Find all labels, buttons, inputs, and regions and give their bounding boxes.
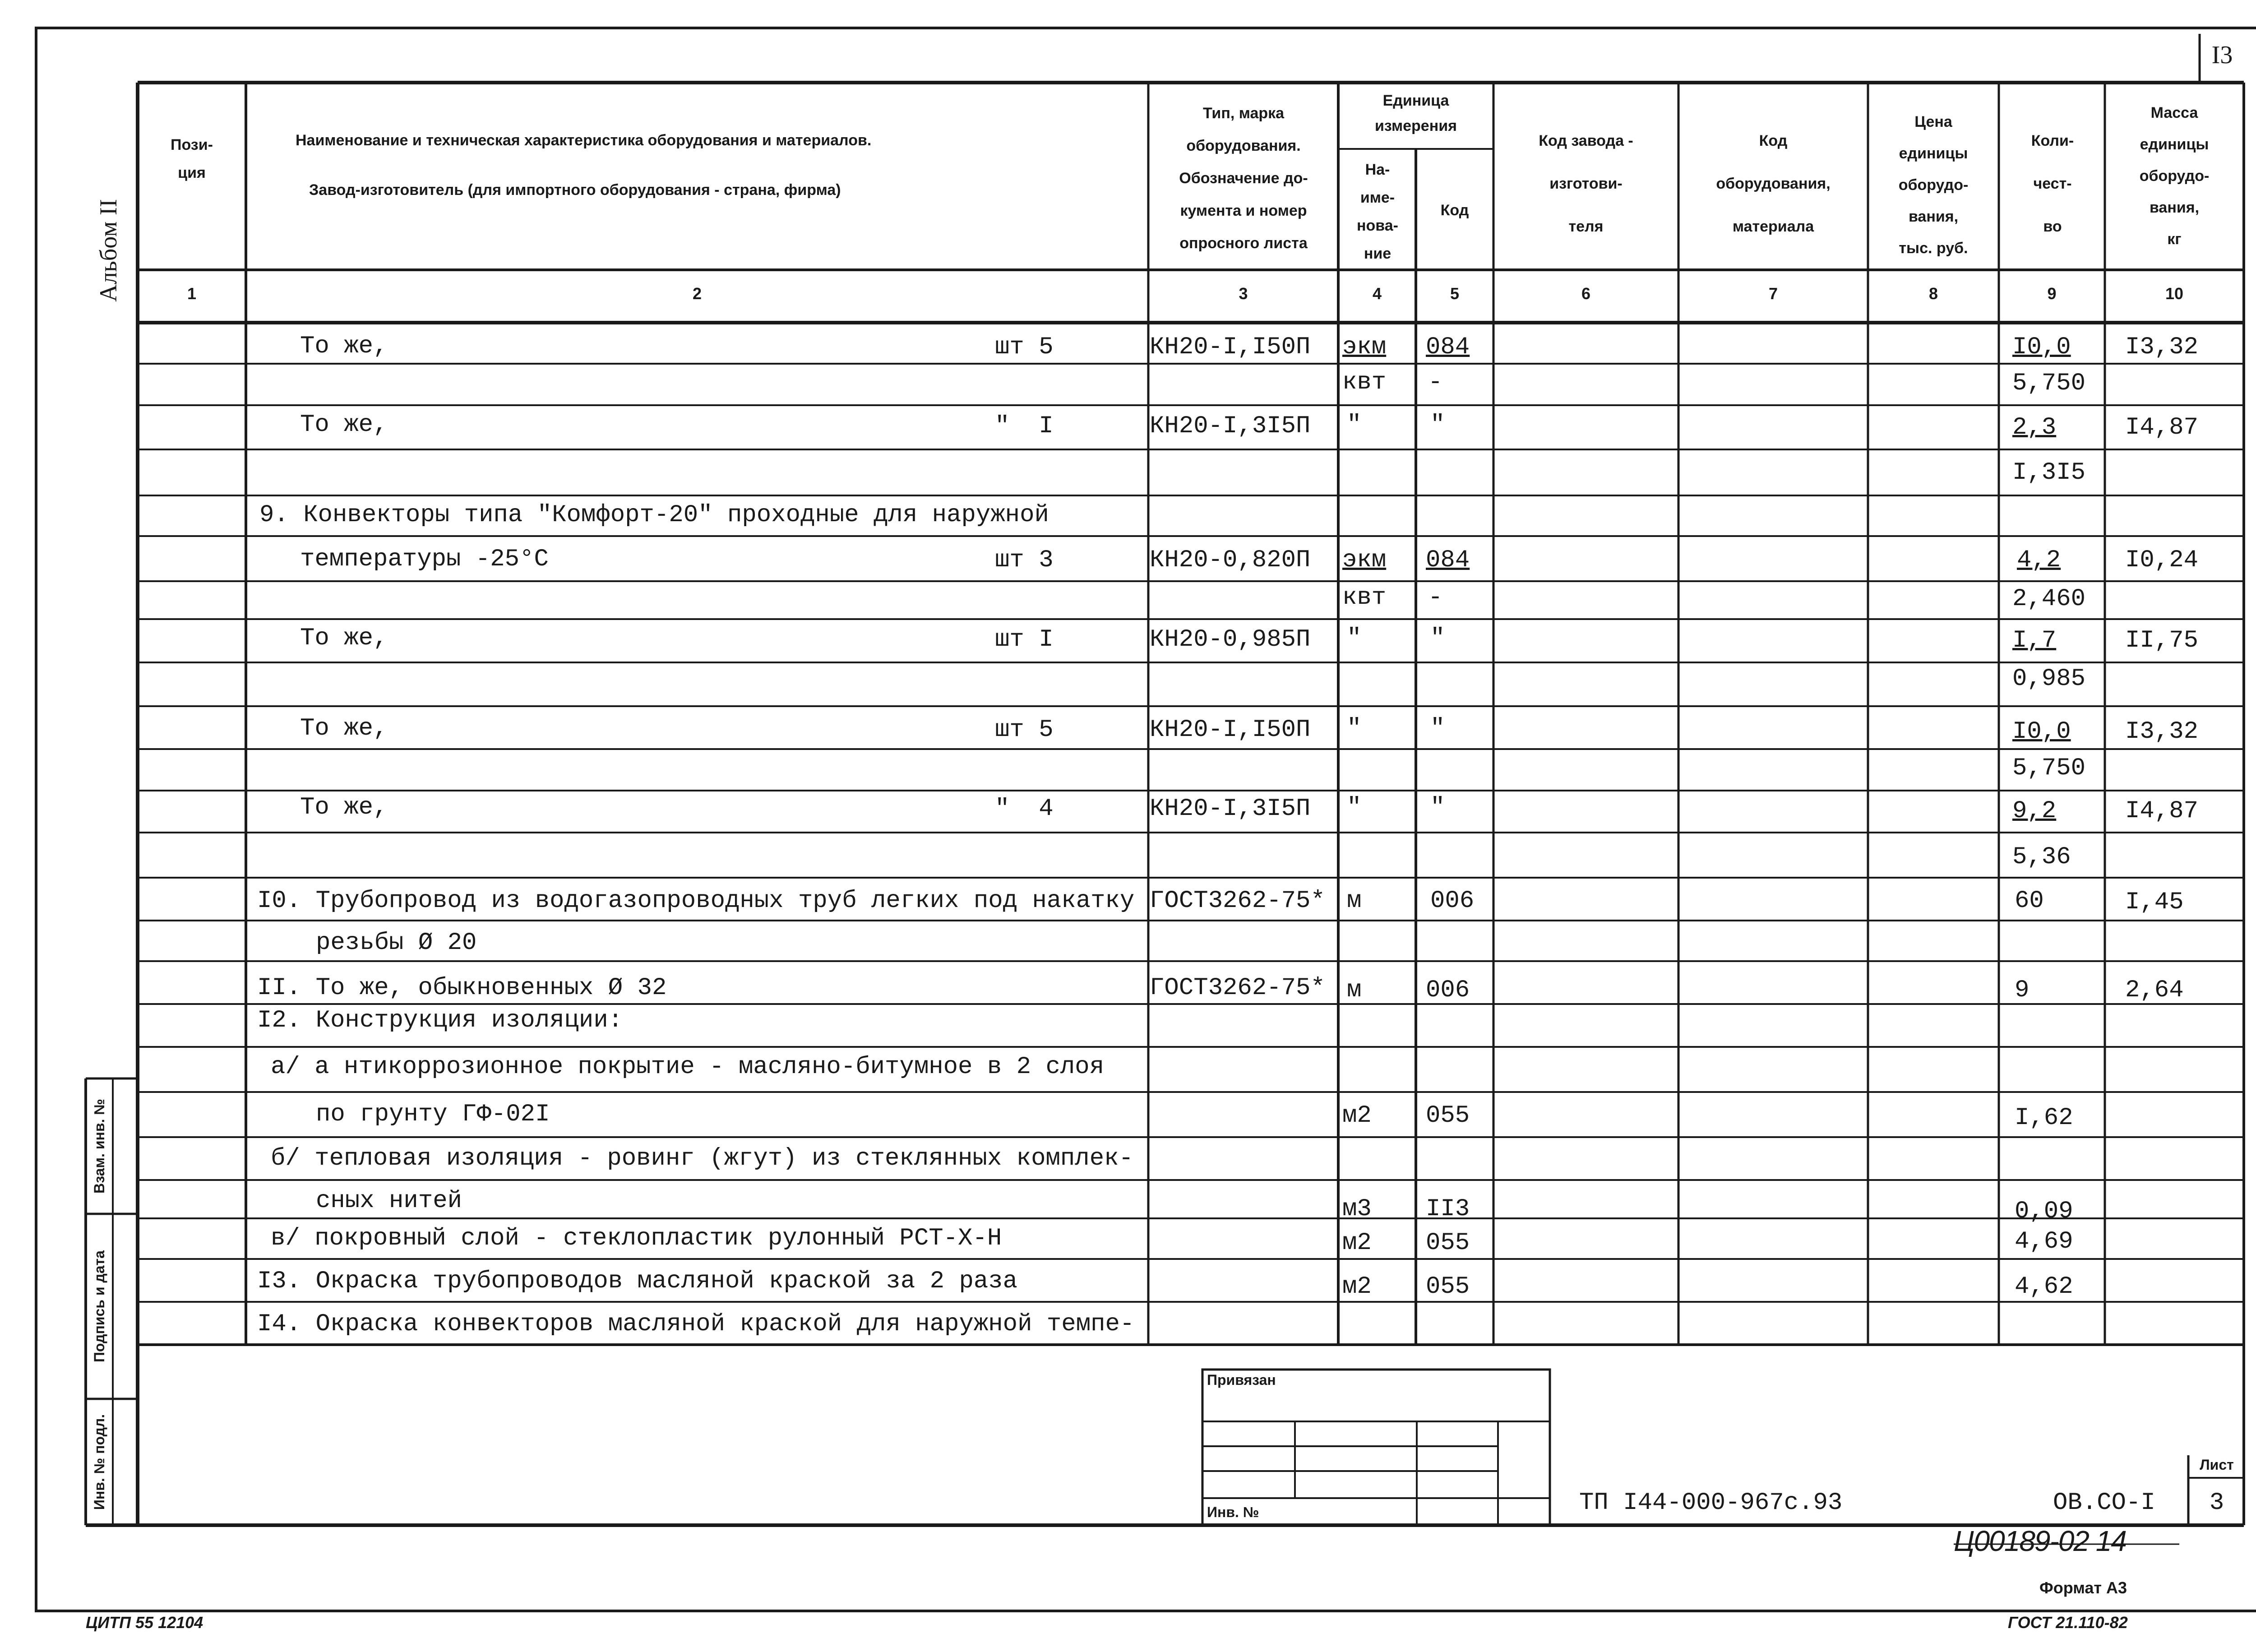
row-15-code: 006 <box>1426 976 1470 1004</box>
row-5-name: температуры -25°С <box>300 546 549 573</box>
row-15-type: ГОСТ3262-75* <box>1150 974 1325 1002</box>
row-5-mass: I0,24 <box>2125 546 2199 574</box>
row-0-quantity: I0,0 <box>2012 333 2071 361</box>
row-7-quantity: I,7 <box>2012 627 2057 654</box>
row-19-name: б/ тепловая изоляция - ровинг (жгут) из стеклянных комплек- <box>271 1145 1133 1172</box>
header-quantity: Коли- чест- во <box>2031 132 2074 235</box>
row-7-code: " <box>1430 625 1445 652</box>
row-0-unit: экм <box>1342 333 1387 361</box>
stamp-inv-no: Инв. № <box>1207 1504 1259 1520</box>
row-13-code: 006 <box>1430 887 1475 915</box>
row-11-mass: I4,87 <box>2125 797 2199 825</box>
row-18-name: по грунту ГФ-02I <box>316 1101 550 1128</box>
row-7-name: То же, <box>300 625 388 652</box>
row-13-name: I0. Трубопровод из водогазопроводных труб легких под накатку <box>257 887 1135 915</box>
row-2-code: " <box>1430 411 1445 439</box>
row-4-name: 9. Конвекторы типа "Комфорт-20" проходные для наружной <box>259 501 1049 529</box>
doc-code: ТП I44-000-967с.93 <box>1579 1489 1843 1517</box>
colnum-1: 1 <box>187 284 197 303</box>
row-2-type: КН20-I,3I5П <box>1150 412 1311 440</box>
row-13-unit: м <box>1347 887 1362 915</box>
side-label-podpis: Подпись и дата <box>91 1250 107 1362</box>
header-mass: Масса единицы оборудо- вания, кг <box>2139 104 2210 248</box>
row-20-code: II3 <box>1426 1195 1470 1223</box>
row-0-name: То же, <box>300 333 388 360</box>
row-16-name: I2. Конструкция изоляции: <box>257 1007 623 1034</box>
row-22-quantity: 4,62 <box>2015 1273 2073 1300</box>
row-0-type: КН20-I,I50П <box>1150 333 1311 361</box>
colnum-7: 7 <box>1768 284 1778 303</box>
row-13-type: ГОСТ3262-75* <box>1150 887 1325 915</box>
row-1-code: - <box>1428 369 1443 396</box>
row-7-mass: II,75 <box>2125 627 2199 654</box>
side-label-inv-podl: Инв. № подл. <box>91 1414 107 1510</box>
row-22-unit: м2 <box>1342 1273 1372 1300</box>
row-6-code: - <box>1428 584 1443 611</box>
row-2-mass: I4,87 <box>2125 414 2199 441</box>
row-23-name: I4. Окраска конвекторов масляной краской для наружной темпе- <box>257 1310 1135 1338</box>
row-22-name: I3. Окраска трубопроводов масляной краской за 2 раза <box>257 1268 1018 1295</box>
row-9-code: " <box>1430 715 1445 742</box>
row-9-name: То же, <box>300 715 388 742</box>
row-5-unit: экм <box>1342 546 1387 574</box>
list-label: Лист <box>2200 1457 2234 1473</box>
row-21-name: в/ покровный слой - стеклопластик рулонный РСТ-Х-Н <box>271 1225 1002 1252</box>
row-11-code: " <box>1430 794 1445 821</box>
gost-label: ГОСТ 21.110-82 <box>2008 1613 2128 1632</box>
row-12-quantity: 5,36 <box>2012 843 2071 871</box>
row-3-quantity: I,3I5 <box>2012 459 2086 486</box>
row-7-unit: " <box>1347 625 1362 652</box>
colnum-9: 9 <box>2047 284 2057 303</box>
format-label: Формат А3 <box>2039 1578 2127 1597</box>
row-10-quantity: 5,750 <box>2012 754 2086 782</box>
colnum-2: 2 <box>692 284 702 303</box>
row-14-name: резьбы Ø 20 <box>316 929 477 957</box>
row-5-quantity: 4,2 <box>2017 546 2061 574</box>
row-13-quantity: 60 <box>2015 887 2044 915</box>
row-11-type: КН20-I,3I5П <box>1150 795 1311 823</box>
header-name-line2: Завод-изготовитель (для импортного оборудования - страна, фирма) <box>309 181 841 199</box>
colnum-8: 8 <box>1928 284 1938 303</box>
header-unit-price: Цена единицы оборудо- вания, тыс. руб. <box>1898 113 1969 257</box>
row-2-unit: " <box>1347 411 1362 439</box>
row-20-quantity: 0,09 <box>2015 1198 2073 1225</box>
row-5-type: КН20-0,820П <box>1150 546 1311 574</box>
row-9-quantity: I0,0 <box>2012 718 2071 745</box>
colnum-3: 3 <box>1239 284 1248 303</box>
header-position: Пози- ция <box>171 136 213 181</box>
header-type: Тип, марка оборудования. Обозначение до- кумента и номер опросного листа <box>1179 105 1308 252</box>
row-13-mass: I,45 <box>2125 888 2184 916</box>
row-18-quantity: I,62 <box>2015 1104 2073 1132</box>
row-8-quantity: 0,985 <box>2012 665 2086 693</box>
colnum-4: 4 <box>1372 284 1382 303</box>
row-11-name: То же, <box>300 794 388 821</box>
row-9-unit: " <box>1347 715 1362 742</box>
row-6-quantity: 2,460 <box>2012 585 2086 613</box>
row-7-qty: шт I <box>995 626 1054 653</box>
header-factory-code: Код завода - изготови- теля <box>1539 132 1633 235</box>
row-2-qty: " I <box>995 412 1054 440</box>
row-2-quantity: 2,3 <box>2012 414 2057 441</box>
row-21-quantity: 4,69 <box>2015 1228 2073 1255</box>
row-0-code: 084 <box>1426 333 1470 361</box>
sheet-number-top: I3 <box>2211 41 2233 69</box>
row-20-unit: м3 <box>1342 1195 1372 1223</box>
row-15-mass: 2,64 <box>2125 976 2184 1004</box>
row-11-unit: " <box>1347 794 1362 821</box>
row-21-code: 055 <box>1426 1229 1470 1257</box>
row-18-unit: м2 <box>1342 1102 1372 1129</box>
header-unit-code: Код <box>1440 202 1469 219</box>
header-equipment-code: Код оборудования, материала <box>1716 132 1831 235</box>
row-7-type: КН20-0,985П <box>1150 626 1311 653</box>
row-17-name: а/ а нтикоррозионное покрытие - масляно-битумное в 2 слоя <box>271 1053 1105 1081</box>
sheet-code: ОВ.СО-I <box>2053 1489 2155 1517</box>
row-9-qty: шт 5 <box>995 716 1054 744</box>
side-label-vzam: Взам. инв. № <box>91 1099 107 1194</box>
row-15-unit: м <box>1347 976 1362 1004</box>
row-5-code: 084 <box>1426 546 1470 574</box>
publisher-label: ЦИТП 55 12104 <box>86 1613 203 1632</box>
row-1-quantity: 5,750 <box>2012 370 2086 397</box>
stamp-privyazan: Привязан <box>1207 1372 1276 1388</box>
colnum-10: 10 <box>2165 284 2184 303</box>
row-6-unit: квт <box>1342 584 1387 611</box>
list-number: 3 <box>2209 1489 2224 1517</box>
row-18-code: 055 <box>1426 1102 1470 1129</box>
row-20-name: сных нитей <box>316 1187 462 1215</box>
header-unit-name: На- име- нова- ние <box>1357 161 1398 262</box>
row-9-mass: I3,32 <box>2125 718 2199 745</box>
row-5-qty: шт 3 <box>995 546 1054 574</box>
colnum-6: 6 <box>1581 284 1591 303</box>
album-label: Альбом II <box>95 199 122 302</box>
row-9-type: КН20-I,I50П <box>1150 716 1311 744</box>
row-22-code: 055 <box>1426 1273 1470 1300</box>
row-11-qty: " 4 <box>995 795 1054 823</box>
row-0-qty: шт 5 <box>995 333 1054 361</box>
row-15-quantity: 9 <box>2015 976 2029 1004</box>
row-11-quantity: 9,2 <box>2012 797 2057 825</box>
row-21-unit: м2 <box>1342 1229 1372 1257</box>
header-unit-group: Единица измерения <box>1375 92 1457 134</box>
header-name-line1: Наименование и техническая характеристика оборудования и материалов. <box>296 132 872 149</box>
archive-number: Ц00189-02 14 <box>1954 1525 2126 1557</box>
row-1-unit: квт <box>1342 369 1387 396</box>
row-15-name: II. То же, обыкновенных Ø 32 <box>257 974 667 1002</box>
row-0-mass: I3,32 <box>2125 333 2199 361</box>
colnum-5: 5 <box>1450 284 1460 303</box>
row-2-name: То же, <box>300 411 388 439</box>
